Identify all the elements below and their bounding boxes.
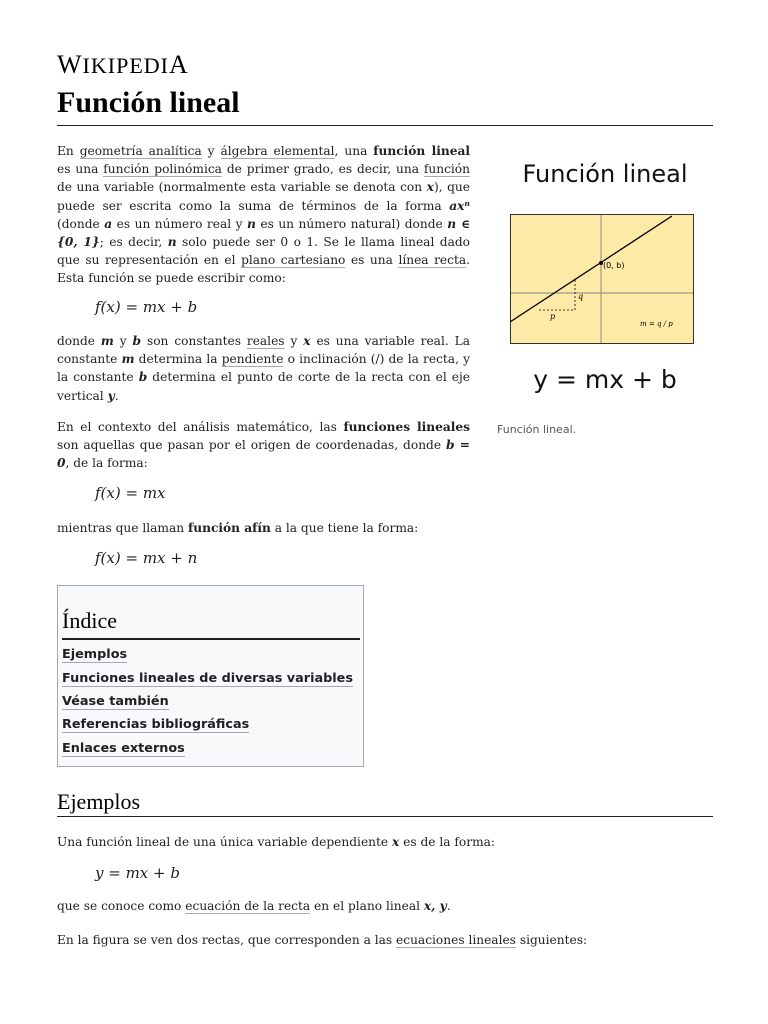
math-n-2: n bbox=[167, 235, 177, 250]
math-b-zero: b = 0 bbox=[57, 438, 470, 471]
formula-y-mx-b: y = mx + b bbox=[95, 864, 180, 882]
link-plano-cartesiano[interactable]: plano cartesiano bbox=[241, 253, 346, 268]
wikipedia-wordmark[interactable] bbox=[57, 50, 189, 80]
link-pendiente[interactable]: pendiente bbox=[221, 352, 284, 367]
math-x: x bbox=[392, 835, 400, 849]
q-label: q bbox=[578, 292, 584, 301]
math-b: b bbox=[138, 370, 148, 385]
section-divider bbox=[57, 816, 713, 817]
infobox-equation: y = mx + b bbox=[533, 365, 677, 394]
toc-item-referencias-bibliograficas[interactable]: Referencias bibliográficas bbox=[62, 717, 250, 732]
formula-f-mx: f(x) = mx bbox=[95, 484, 166, 502]
math-n-in-set: n ∈ {0, 1} bbox=[57, 216, 470, 250]
title-divider bbox=[57, 125, 713, 126]
math-m: m bbox=[121, 352, 135, 367]
link-linea-recta[interactable]: línea recta bbox=[398, 253, 467, 268]
linear-function-graph bbox=[510, 214, 694, 344]
formula-f-mx-b: f(x) = mx + b bbox=[95, 298, 198, 316]
math-n: n bbox=[247, 216, 256, 231]
intro-paragraph-3: En el contexto del análisis matemático, las funciones lineales son aquellas que pasan por el origen de coordenadas, donde b = 0, de la forma: bbox=[57, 420, 470, 471]
math-x: x bbox=[303, 334, 311, 348]
term-funcion-lineal: función lineal bbox=[373, 144, 471, 158]
wordmark-final: A bbox=[168, 50, 189, 79]
term-funcion-afin: función afín bbox=[187, 521, 271, 535]
math-b: b bbox=[132, 334, 142, 348]
math-y: y bbox=[107, 388, 115, 403]
link-funcion-polinomica[interactable]: función polinómica bbox=[103, 162, 222, 177]
infobox-title: Función lineal bbox=[522, 160, 688, 188]
section-paragraph-2: que se conoce como ecuación de la recta en el plano lineal x, y. bbox=[57, 899, 451, 913]
link-reales[interactable]: reales bbox=[246, 334, 285, 348]
link-algebra-elemental[interactable]: álgebra elemental bbox=[220, 144, 335, 158]
intro-paragraph-1: En geometría analítica y álgebra elemental, una función lineal es una función polinómica de primer grado, es decir, una función de una variable (normalmente esta variable se denota con x), que puede ser escrita como la suma de términos de la forma axⁿ (donde a es un número real y n es un número natural) donde n ∈ {0, 1}; es decir, n solo puede ser 0 o 1. Se le llama lineal dado que su representación en el plano cartesiano es una línea recta. Esta función se puede escribir como: bbox=[57, 144, 471, 286]
wordmark-initial: W bbox=[57, 50, 83, 79]
toc-item-vease-tambien[interactable]: Véase también bbox=[62, 694, 169, 709]
term-funciones-lineales: funciones lineales bbox=[343, 420, 470, 434]
link-geometria-analitica[interactable]: geometría analítica bbox=[79, 144, 202, 158]
toc-item-enlaces-externos[interactable]: Enlaces externos bbox=[62, 741, 185, 756]
wordmark-middle: IKIPEDI bbox=[82, 53, 169, 78]
formula-f-mx-n: f(x) = mx + n bbox=[95, 549, 198, 567]
toc-item-funciones-lineales-de-diversas-variables[interactable]: Funciones lineales de diversas variables bbox=[62, 671, 353, 686]
section-heading-ejemplos: Ejemplos bbox=[57, 789, 141, 814]
slope-label: m = q / p bbox=[640, 320, 673, 328]
table-of-contents bbox=[57, 585, 364, 767]
p-label: p bbox=[550, 312, 556, 321]
infobox-caption: Función lineal. bbox=[497, 423, 577, 436]
toc-divider bbox=[62, 638, 360, 640]
link-ecuaciones-lineales[interactable]: ecuaciones lineales bbox=[396, 933, 516, 947]
link-funcion[interactable]: función bbox=[423, 162, 470, 177]
math-axn: axⁿ bbox=[449, 198, 470, 213]
page-title: Función lineal bbox=[57, 86, 240, 119]
toc-title: Índice bbox=[62, 608, 117, 633]
toc-item-ejemplos[interactable]: Ejemplos bbox=[62, 647, 128, 662]
intro-paragraph-4: mientras que llaman función afín a la que tiene la forma: bbox=[57, 521, 419, 535]
intro-paragraph-2: donde m y b son constantes reales y x es una variable real. La constante m determina la pendiente o inclinación (/) de la recta, y la constante b determina el punto de corte de la recta con el eje vertical y. bbox=[57, 334, 471, 403]
section-paragraph-1: Una función lineal de una única variable dependiente x es de la forma: bbox=[57, 835, 496, 849]
section-paragraph-3: En la figura se ven dos rectas, que corresponden a las ecuaciones lineales siguientes: bbox=[57, 933, 588, 947]
point-label: (0, b) bbox=[603, 261, 625, 270]
math-x: x bbox=[426, 180, 434, 195]
math-m: m bbox=[100, 334, 114, 348]
link-ecuacion-de-la-recta[interactable]: ecuación de la recta bbox=[185, 899, 311, 913]
math-x-y: x, y bbox=[423, 899, 447, 913]
math-a: a bbox=[104, 216, 113, 231]
